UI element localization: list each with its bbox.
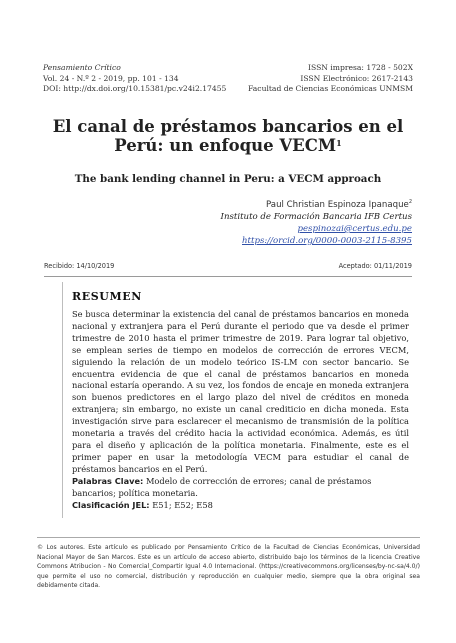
faculty-name: Facultad de Ciencias Económicas UNMSM — [248, 84, 413, 93]
journal-volume: Vol. 24 - N.º 2 - 2019, pp. 101 - 134 — [43, 73, 179, 83]
jel-classification — [72, 500, 409, 512]
abstract-heading: RESUMEN — [72, 290, 142, 303]
issn-print: ISSN impresa: 1728 - 502X — [308, 63, 413, 72]
keywords-text: Modelo de corrección de errores; canal de préstamos bancarios; política monetaria. — [72, 475, 372, 498]
author-orcid-link[interactable]: https://orcid.org/0000-0003-2115-8395 — [242, 235, 412, 246]
journal-doi[interactable]: DOI: http://dx.doi.org/10.15381/pc.v24i2.17455 — [43, 84, 227, 93]
jel-label: Clasificación JEL: — [72, 499, 150, 510]
title-footnote-mark: 1 — [336, 138, 342, 148]
accepted-date: Aceptado: 01/11/2019 — [338, 262, 412, 270]
author-name — [221, 196, 412, 211]
footer-divider — [37, 537, 420, 538]
journal-header-left — [43, 63, 226, 95]
author-institution: Instituto de Formación Bancaria IFB Certus — [220, 211, 412, 222]
keywords-label: Palabras Clave: — [72, 475, 144, 486]
title-line-1: El canal de préstamos bancarios en el — [52, 117, 404, 136]
author-footnote-mark: 2 — [408, 199, 412, 205]
author-email-link[interactable]: pespinozai@certus.edu.pe — [297, 223, 412, 234]
keywords — [72, 476, 409, 500]
journal-name: Pensamiento Crítico — [43, 63, 121, 72]
abstract-text: Se busca determinar la existencia del canal de préstamos bancarios en moneda nacional y extranjera para el Perú durante el periodo que va desde el primer trimestre de 2010 hasta el primer trimestre de 2019. Para lograr tal objetivo, se emplean series de tiempo en modelos de corrección de errores VECM, siguiendo la relación de un modelo teórico IS-LM con sector bancario. Se encuentra evidencia de que el canal de préstamos bancarios en moneda nacional estaría operando. A su vez, los fondos de encaje en moneda extranjera son buenos predictores en el largo plazo del nivel de créditos en moneda extranjera; sin embargo, no existe un canal crediticio en dicha moneda. Esta investigación sirve para esclarecer el mecanismo de transmisión de la política monetaria a través del crédito hacia la actividad económica. Además, es útil para el diseño y aplicación de la política monetaria. Finalmente, este es el primer paper en usar la metodología VECM para estudiar el canal de préstamos bancarios en el Perú. — [72, 309, 409, 474]
divider — [44, 276, 412, 277]
paper-subtitle: The bank lending channel in Peru: a VECM approach — [74, 173, 382, 185]
received-date: Recibido: 14/10/2019 — [44, 262, 115, 270]
abstract-section — [62, 282, 414, 511]
author-name-text: Paul Christian Espinoza Ipanaque — [266, 199, 409, 210]
issn-electronic: ISSN Electrónico: 2617-2143 — [300, 73, 413, 83]
journal-header-right — [248, 63, 413, 95]
title-line-2 — [20, 136, 436, 155]
license-footer: © Los autores. Este artículo es publicado por Pensamiento Crítico de la Facultad de Ciencias Económicas, Universidad Nacional Mayor de San Marcos. Este es un artículo de acceso abierto, distribuido bajo los términos de la licencia Creative Commons Atribucion - No Comercial_Compartir Igual 4.0 Internacional. (https://creativecommons.org/licenses/by-nc-sa/4.0/) que permite el uso no comercial, distribución y reproducción en cualquier medio, siempre que la obra original sea debidamente citada. — [37, 544, 420, 589]
author-block — [221, 196, 412, 247]
jel-codes: E51; E52; E58 — [152, 499, 213, 510]
title-line-2-text: Perú: un enfoque VECM — [114, 136, 337, 155]
paper-title — [20, 117, 436, 155]
